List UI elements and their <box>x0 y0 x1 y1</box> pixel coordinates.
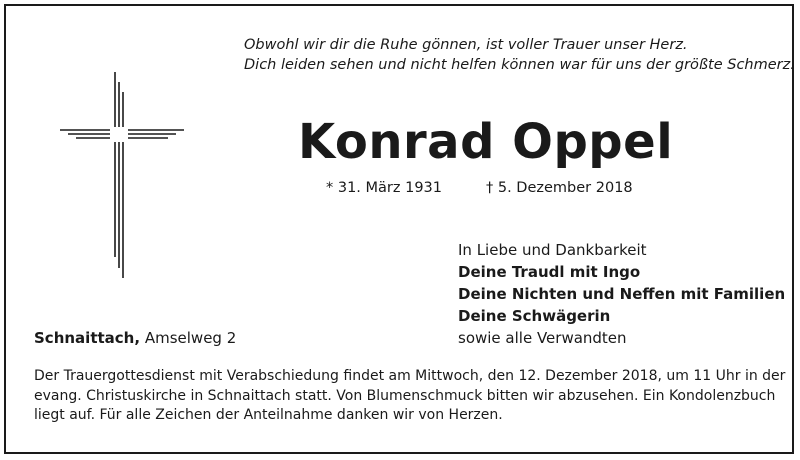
service-line-2: evang. Christuskirche in Schnaittach statt. Von Blumenschmuck bitten wir abzusehen. Ein Kondolenzbuch <box>34 387 776 404</box>
mourners-block <box>458 239 785 349</box>
poem <box>244 35 795 75</box>
service-info <box>34 367 786 426</box>
address <box>34 327 236 349</box>
mourner-line: Deine Nichten und Neffen mit Familien <box>458 285 786 303</box>
address-street: Amselweg 2 <box>144 329 237 347</box>
birth-date: * 31. März 1931 <box>326 180 443 196</box>
cross-icon <box>60 72 184 278</box>
service-line-3: liegt auf. Für alle Zeichen der Anteilnahme danken wir von Herzen. <box>34 407 503 423</box>
address-city: Schnaittach, <box>34 329 141 347</box>
mourner-line: Deine Schwägerin <box>458 307 611 325</box>
death-date: † 5. Dezember 2018 <box>486 180 633 196</box>
service-line-1: Der Trauergottesdienst mit Verabschiedung findet am Mittwoch, den 12. Dezember 2018, um 11 Uhr in der <box>34 368 786 384</box>
mourners-intro: In Liebe und Dankbarkeit <box>458 241 647 259</box>
mourners-closing: sowie alle Verwandten <box>458 329 627 347</box>
mourner-line: Deine Traudl mit Ingo <box>458 263 641 281</box>
poem-line-2: Dich leiden sehen und nicht helfen können war für uns der größte Schmerz. <box>244 57 795 73</box>
poem-line-1: Obwohl wir dir die Ruhe gönnen, ist voller Trauer unser Herz. <box>244 37 688 53</box>
deceased-name: Konrad Oppel <box>298 114 674 170</box>
